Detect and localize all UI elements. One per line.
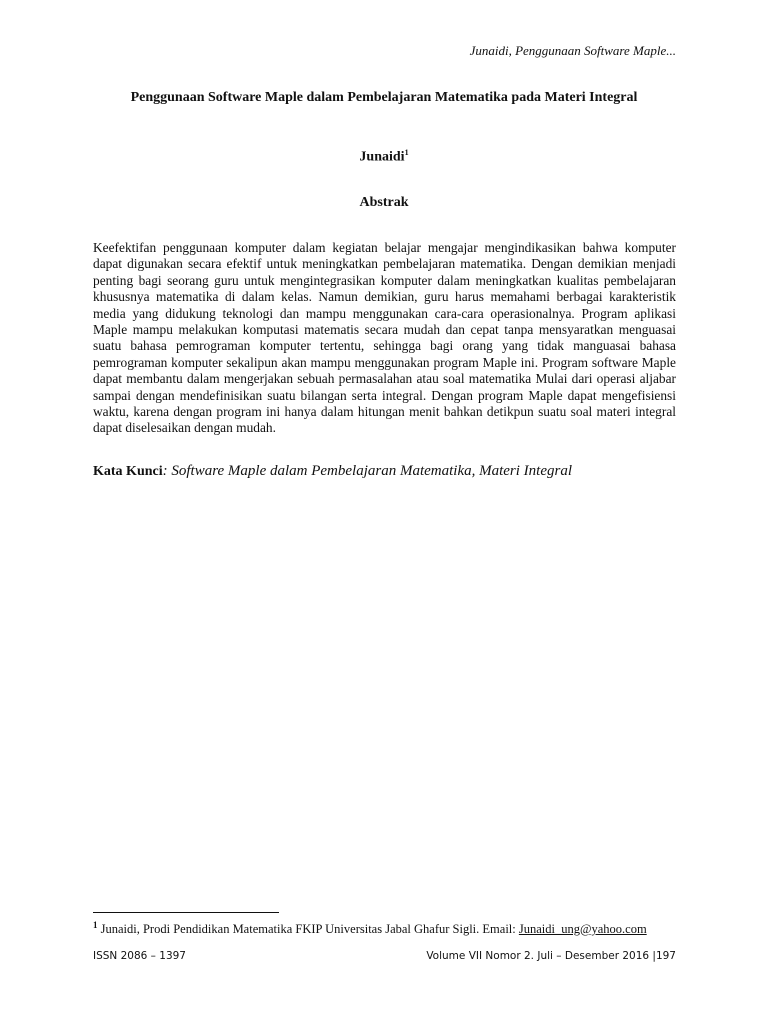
keywords-values: Software Maple dalam Pembelajaran Matematika, Materi Integral: [171, 463, 573, 479]
paper-title: Penggunaan Software Maple dalam Pembelajaran Matematika pada Materi Integral: [130, 90, 638, 105]
keywords-separator: :: [162, 463, 172, 479]
keywords-label: Kata Kunci: [93, 464, 163, 479]
page-footer: [93, 950, 676, 962]
footer-volume: Volume VII Nomor 2. Juli – Desember 2016 |197: [426, 950, 676, 962]
footnote-text: Junaidi, Prodi Pendidikan Matematika FKIP Universitas Jabal Ghafur Sigli. Email:: [97, 922, 519, 937]
keywords-line: [93, 463, 676, 480]
author-name: Junaidi: [359, 149, 405, 165]
running-head: Junaidi, Penggunaan Software Maple...: [469, 43, 676, 58]
abstract-body: Keefektifan penggunaan komputer dalam kegiatan belajar mengajar mengindikasikan bahwa komputer dapat digunakan secara efektif untuk meningkatkan pembelajaran matematika. Dengan demikian menjadi penting bagi seorang guru untuk mengintegrasikan komputer dalam meningkatkan kualitas pembelajaran khususnya matematika di dalam kelas. Namun demikian, guru harus memahami berbagai karakteristik media yang didukung teknologi dan mampu menggunakan cara-cara operasionalnya. Program aplikasi Maple mampu melakukan komputasi matematis secara mudah dan cepat tanpa mensyaratkan menguasai suatu bahasa pemrograman komputer tertentu, sehingga bagi orang yang tidak manguasai bahasa pemrograman komputer sekalipun akan mampu menggunakan program Maple ini. Program software Maple dapat membantu dalam mengerjakan sebuah permasalahan atau soal matematika Mulai dari operasi aljabar sampai dengan mendefinisikan suatu bilangan serta integral. Dengan program Maple dapat mengefisiensi waktu, karena dengan program ini hanya dalam hitungan menit bahkan detikpun suatu soal materi integral dapat diselesaikan dengan mudah.: [93, 240, 676, 436]
footer-issn: ISSN 2086 – 1397: [93, 950, 186, 962]
footnote-email-link[interactable]: Junaidi_ung@yahoo.com: [518, 922, 647, 937]
footnote: [93, 920, 693, 937]
author-line: [0, 148, 768, 166]
footnote-divider: [93, 912, 279, 913]
abstract-heading: Abstrak: [359, 195, 409, 210]
footnote-mark: 1: [93, 920, 98, 930]
author-footnote-mark: 1: [404, 148, 409, 157]
